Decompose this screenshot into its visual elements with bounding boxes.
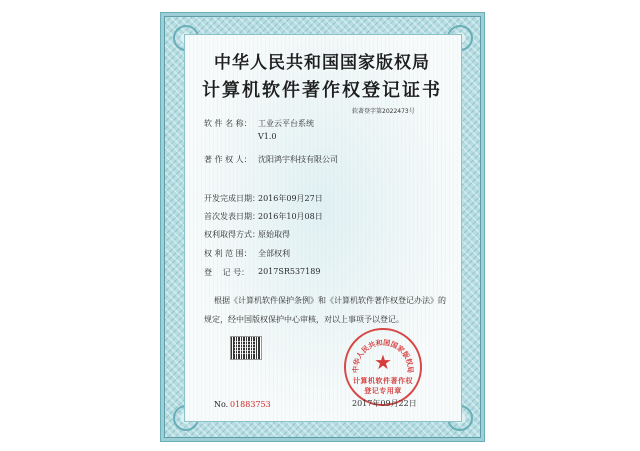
field-label: 权 利 范 围： <box>204 249 252 258</box>
field-row-copyright-owner <box>204 154 338 165</box>
svg-text:中华人民共和国国家版权局: 中华人民共和国国家版权局 <box>350 337 416 374</box>
field-label: 软 件 名 称： <box>204 119 252 128</box>
serial-number: 01883753 <box>230 400 271 409</box>
field-row-publication-date <box>204 211 323 222</box>
field-value: 沈阳鸿宇科技有限公司 <box>258 155 338 164</box>
field-value: 2016年10月08日 <box>258 212 323 221</box>
field-value: 全部权利 <box>258 249 290 258</box>
seal-center-line-1: 计算机软件著作权 <box>353 376 413 385</box>
field-label: 首次发表日期： <box>204 212 260 221</box>
field-value: 原始取得 <box>258 230 290 239</box>
issuer-title: 中华人民共和国国家版权局 <box>214 53 430 73</box>
field-row-rights-scope <box>204 248 290 259</box>
field-label: 权利取得方式： <box>204 230 260 239</box>
field-value: 工业云平台系统 <box>258 119 314 128</box>
statement-line-2: 规定，经中国版权保护中心审核，对以上事项予以登记。 <box>204 315 404 324</box>
seal-center-line-2: 登记专用章 <box>364 386 402 395</box>
field-value: 2017SR537189 <box>258 267 321 276</box>
field-row-acquisition-method <box>204 229 290 240</box>
barcode-image <box>230 336 262 360</box>
seal-star-icon: ★ <box>374 350 392 374</box>
field-row-completion-date <box>204 193 323 204</box>
serial-label: No. <box>214 400 229 409</box>
field-label: 开发完成日期： <box>204 194 260 203</box>
field-value: 2016年09月27日 <box>258 194 323 203</box>
field-label: 登 记 号： <box>204 268 250 277</box>
registration-number: 软著登字第2022473号 <box>352 108 415 115</box>
official-seal <box>344 328 422 406</box>
statement-line-1: 根据《计算机软件保护条例》和《计算机软件著作权登记办法》的 <box>214 296 446 305</box>
field-label: 著 作 权 人： <box>204 155 252 164</box>
field-row-registration-number <box>204 267 321 278</box>
issue-date: 2017年09月22日 <box>352 399 417 408</box>
certificate-title: 计算机软件著作权登记证书 <box>202 80 442 101</box>
software-version: V1.0 <box>258 132 277 141</box>
field-row-software-name <box>204 118 314 129</box>
